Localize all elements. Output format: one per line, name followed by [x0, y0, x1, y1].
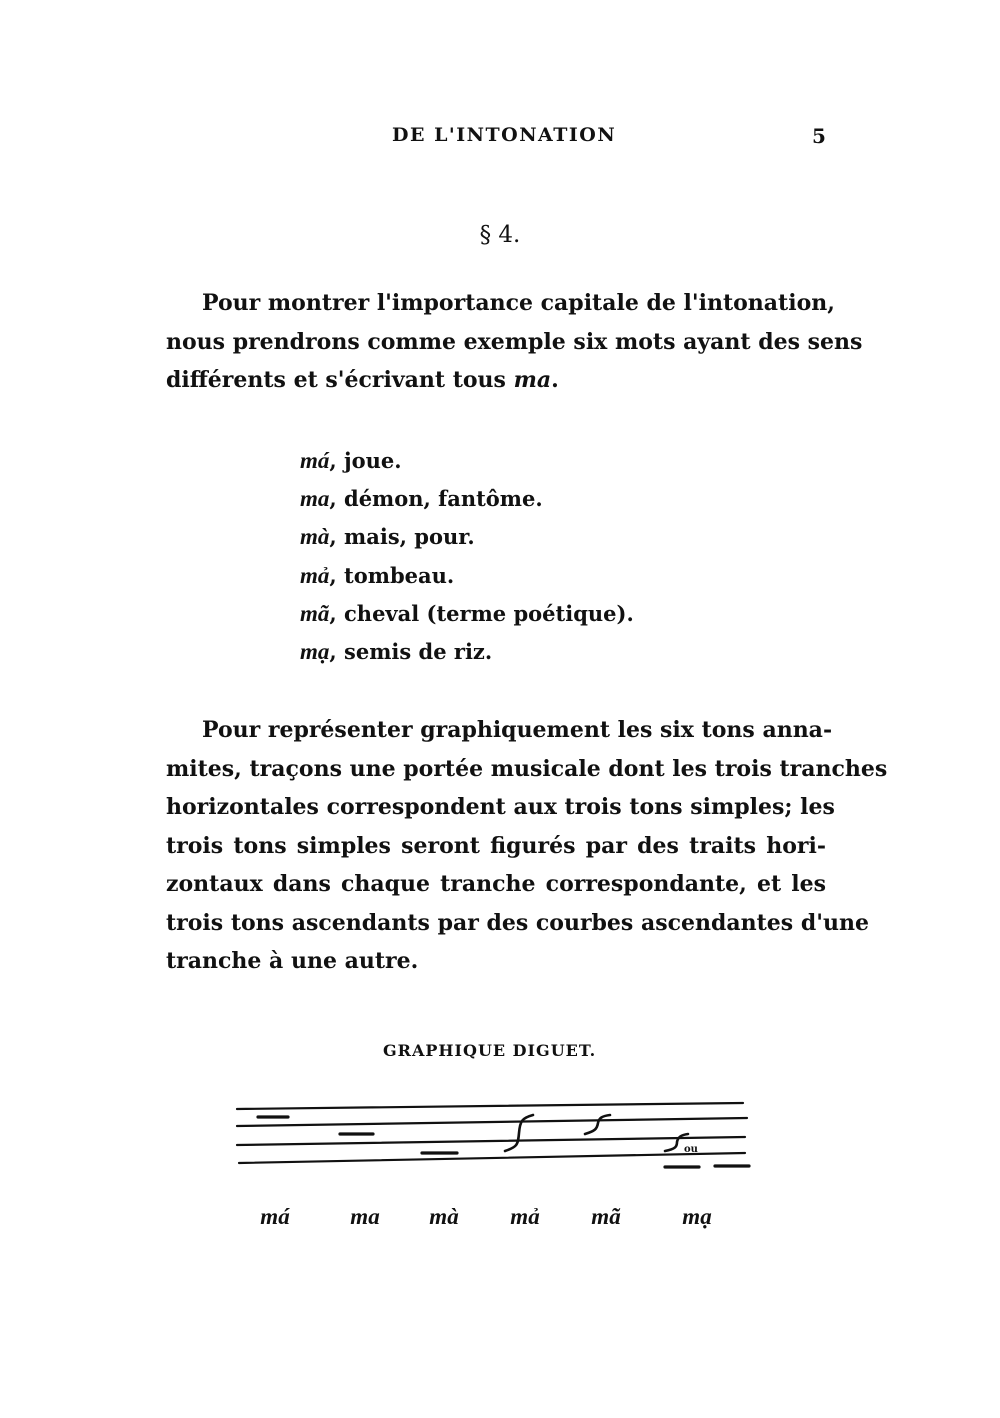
word: mả: [300, 562, 330, 588]
list-item: [300, 480, 634, 518]
staff-line: [237, 1118, 747, 1126]
figure-caption: GRAPHIQUE DIGUET.: [383, 1041, 597, 1060]
word: mã: [300, 600, 330, 626]
meaning: , tombeau.: [329, 562, 455, 588]
meaning: , mais, pour.: [329, 524, 475, 550]
staff-line: [239, 1153, 745, 1163]
text-line: différents et s'écrivant tous ma.: [166, 367, 559, 393]
word-list: [300, 442, 634, 671]
text-line: tranche à une autre.: [166, 948, 419, 974]
word: mà: [300, 524, 330, 550]
meaning: , semis de riz.: [329, 639, 493, 665]
text-line: Pour montrer l'importance capitale de l'intonation,: [202, 290, 835, 316]
list-item: [300, 595, 634, 633]
text-line: Pour représenter graphiquement les six tons anna-: [202, 717, 833, 743]
tone-label: mạ: [682, 1204, 712, 1229]
annotation-ou: ou: [684, 1144, 698, 1155]
tone-label: mả: [510, 1204, 540, 1229]
paragraph-tones: [166, 711, 888, 981]
staff-line: [237, 1137, 745, 1145]
meaning: , cheval (terme poétique).: [329, 600, 634, 626]
text-line-start: différents et s'écrivant tous: [166, 367, 514, 393]
page-number: 5: [812, 124, 826, 148]
tone-label: mã: [591, 1204, 621, 1229]
word: mạ: [300, 639, 330, 665]
running-title: DE L'INTONATION: [392, 124, 617, 146]
text-line: mites, traçons une portée musicale dont les trois tranches: [166, 755, 888, 782]
text-line: trois tons ascendants par des courbes ascendantes d'une: [166, 909, 869, 936]
staff-line: [237, 1103, 743, 1109]
section-heading: § 4.: [479, 222, 521, 248]
text-line: nous prendrons comme exemple six mots ayant des sens: [166, 328, 863, 355]
text-line: zontaux dans chaque tranche correspondante, et les: [166, 871, 826, 897]
text-line: horizontales correspondent aux trois tons simples; les: [166, 794, 835, 820]
tone-curve-rising: [585, 1115, 610, 1134]
italic-ma: ma: [513, 367, 552, 393]
meaning: , démon, fantôme.: [329, 486, 543, 512]
meaning: , joue.: [329, 448, 402, 473]
list-item: [300, 557, 634, 595]
paragraph-intro: [166, 284, 863, 400]
word: ma: [300, 486, 330, 512]
tone-label: mà: [429, 1204, 459, 1229]
word: má: [300, 448, 330, 473]
list-item: [300, 518, 634, 556]
tone-label: ma: [350, 1204, 380, 1229]
tone-staff-diagram: [225, 1085, 765, 1185]
list-item: [300, 442, 634, 480]
tone-label: má: [260, 1204, 290, 1229]
text-line: trois tons simples seront figurés par des traits hori-: [166, 832, 826, 859]
list-item: [300, 633, 634, 671]
